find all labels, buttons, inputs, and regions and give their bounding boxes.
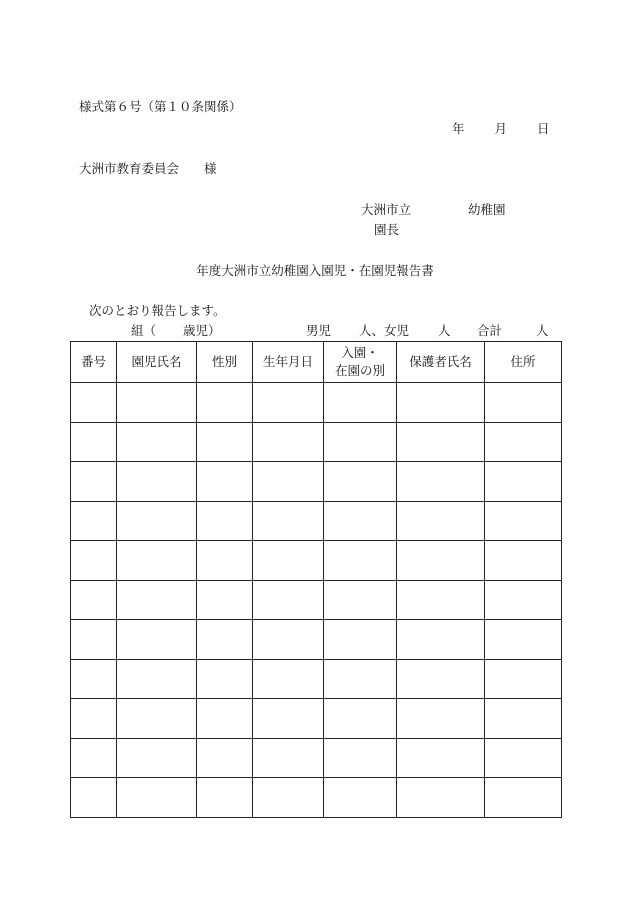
school-suffix: 幼稚園 xyxy=(468,202,506,217)
child-name-cell[interactable] xyxy=(117,580,197,620)
header-child-name: 園児氏名 xyxy=(117,342,197,383)
child-name-cell[interactable] xyxy=(117,778,197,818)
header-guardian-name: 保護者氏名 xyxy=(397,342,485,383)
gender-cell[interactable] xyxy=(197,501,253,541)
child-name-cell[interactable] xyxy=(117,422,197,462)
report-title: 年度大洲市立幼稚園入園児・在園児報告書 xyxy=(196,263,434,278)
header-birth-date: 生年月日 xyxy=(253,342,324,383)
child-name-cell[interactable] xyxy=(117,383,197,423)
guardian-name-cell[interactable] xyxy=(397,620,485,660)
enrollment-type-cell[interactable] xyxy=(324,738,397,778)
birth-date-cell[interactable] xyxy=(253,580,324,620)
principal-label: 園長 xyxy=(374,222,400,237)
table-row xyxy=(71,541,562,581)
guardian-name-cell[interactable] xyxy=(397,383,485,423)
gender-cell[interactable] xyxy=(197,580,253,620)
guardian-name-cell[interactable] xyxy=(397,699,485,739)
birth-date-cell[interactable] xyxy=(253,778,324,818)
header-address: 住所 xyxy=(485,342,562,383)
enrollment-type-cell[interactable] xyxy=(324,422,397,462)
birth-date-cell[interactable] xyxy=(253,422,324,462)
number-cell[interactable] xyxy=(71,620,117,660)
guardian-name-cell[interactable] xyxy=(397,501,485,541)
address-cell[interactable] xyxy=(485,699,562,739)
persons-label-2: 人 xyxy=(536,323,549,338)
guardian-name-cell[interactable] xyxy=(397,422,485,462)
age-label: 歳児） xyxy=(183,323,221,338)
guardian-name-cell[interactable] xyxy=(397,462,485,502)
persons-label-1: 人 xyxy=(438,323,451,338)
number-cell[interactable] xyxy=(71,383,117,423)
enrollment-type-cell[interactable] xyxy=(324,778,397,818)
address-cell[interactable] xyxy=(485,541,562,581)
header-gender: 性別 xyxy=(197,342,253,383)
number-cell[interactable] xyxy=(71,501,117,541)
date-day: 日 xyxy=(537,121,550,136)
child-name-cell[interactable] xyxy=(117,699,197,739)
number-cell[interactable] xyxy=(71,699,117,739)
gender-cell[interactable] xyxy=(197,383,253,423)
child-name-cell[interactable] xyxy=(117,738,197,778)
enrollment-type-cell[interactable] xyxy=(324,580,397,620)
guardian-name-cell[interactable] xyxy=(397,738,485,778)
child-name-cell[interactable] xyxy=(117,659,197,699)
birth-date-cell[interactable] xyxy=(253,383,324,423)
child-name-cell[interactable] xyxy=(117,501,197,541)
birth-date-cell[interactable] xyxy=(253,501,324,541)
table-row xyxy=(71,580,562,620)
report-table xyxy=(70,341,562,818)
intro-text: 次のとおり報告します。 xyxy=(89,303,226,318)
header-number: 番号 xyxy=(71,342,117,383)
enrollment-type-cell[interactable] xyxy=(324,620,397,660)
gender-cell[interactable] xyxy=(197,738,253,778)
address-cell[interactable] xyxy=(485,738,562,778)
addressee: 大洲市教育委員会 様 xyxy=(79,161,217,176)
gender-cell[interactable] xyxy=(197,541,253,581)
birth-date-cell[interactable] xyxy=(253,462,324,502)
guardian-name-cell[interactable] xyxy=(397,580,485,620)
gender-cell[interactable] xyxy=(197,778,253,818)
school-prefix: 大洲市立 xyxy=(361,202,412,217)
date-month: 月 xyxy=(494,121,508,136)
address-cell[interactable] xyxy=(485,422,562,462)
address-cell[interactable] xyxy=(485,659,562,699)
guardian-name-cell[interactable] xyxy=(397,778,485,818)
gender-cell[interactable] xyxy=(197,422,253,462)
number-cell[interactable] xyxy=(71,422,117,462)
table-row xyxy=(71,383,562,423)
gender-cell[interactable] xyxy=(197,462,253,502)
number-cell[interactable] xyxy=(71,659,117,699)
birth-date-cell[interactable] xyxy=(253,620,324,660)
table-row xyxy=(71,738,562,778)
form-number: 様式第６号（第１０条関係） xyxy=(79,99,242,114)
gender-cell[interactable] xyxy=(197,620,253,660)
guardian-name-cell[interactable] xyxy=(397,541,485,581)
birth-date-cell[interactable] xyxy=(253,738,324,778)
address-cell[interactable] xyxy=(485,462,562,502)
gender-cell[interactable] xyxy=(197,699,253,739)
child-name-cell[interactable] xyxy=(117,541,197,581)
address-cell[interactable] xyxy=(485,778,562,818)
number-cell[interactable] xyxy=(71,738,117,778)
birth-date-cell[interactable] xyxy=(253,699,324,739)
child-name-cell[interactable] xyxy=(117,462,197,502)
header-enrollment-type: 入園・ 在園の別 xyxy=(324,342,397,383)
school-name-line xyxy=(361,204,506,217)
address-cell[interactable] xyxy=(485,580,562,620)
table-row xyxy=(71,778,562,818)
enrollment-type-cell[interactable] xyxy=(324,501,397,541)
boys-label: 男児 xyxy=(306,323,332,338)
number-cell[interactable] xyxy=(71,541,117,581)
address-cell[interactable] xyxy=(485,501,562,541)
date-line xyxy=(452,123,550,136)
address-cell[interactable] xyxy=(485,620,562,660)
table-row xyxy=(71,462,562,502)
enrollment-type-cell[interactable] xyxy=(324,659,397,699)
gender-cell[interactable] xyxy=(197,659,253,699)
enrollment-type-cell[interactable] xyxy=(324,541,397,581)
address-cell[interactable] xyxy=(485,383,562,423)
enrollment-type-cell[interactable] xyxy=(324,462,397,502)
table-body xyxy=(71,383,562,818)
class-label: 組（ xyxy=(131,323,157,338)
birth-date-cell[interactable] xyxy=(253,541,324,581)
table-row xyxy=(71,620,562,660)
persons-girls-label: 人、女児 xyxy=(359,323,410,338)
table-row xyxy=(71,501,562,541)
table-row xyxy=(71,422,562,462)
enrollment-type-cell[interactable] xyxy=(324,699,397,739)
number-cell[interactable] xyxy=(71,462,117,502)
child-name-cell[interactable] xyxy=(117,620,197,660)
total-label: 合計 xyxy=(477,323,503,338)
number-cell[interactable] xyxy=(71,580,117,620)
number-cell[interactable] xyxy=(71,778,117,818)
table-header-row xyxy=(71,342,562,383)
enrollment-type-cell[interactable] xyxy=(324,383,397,423)
guardian-name-cell[interactable] xyxy=(397,659,485,699)
table-row xyxy=(71,659,562,699)
date-year: 年 xyxy=(452,121,465,136)
birth-date-cell[interactable] xyxy=(253,659,324,699)
table-row xyxy=(71,699,562,739)
